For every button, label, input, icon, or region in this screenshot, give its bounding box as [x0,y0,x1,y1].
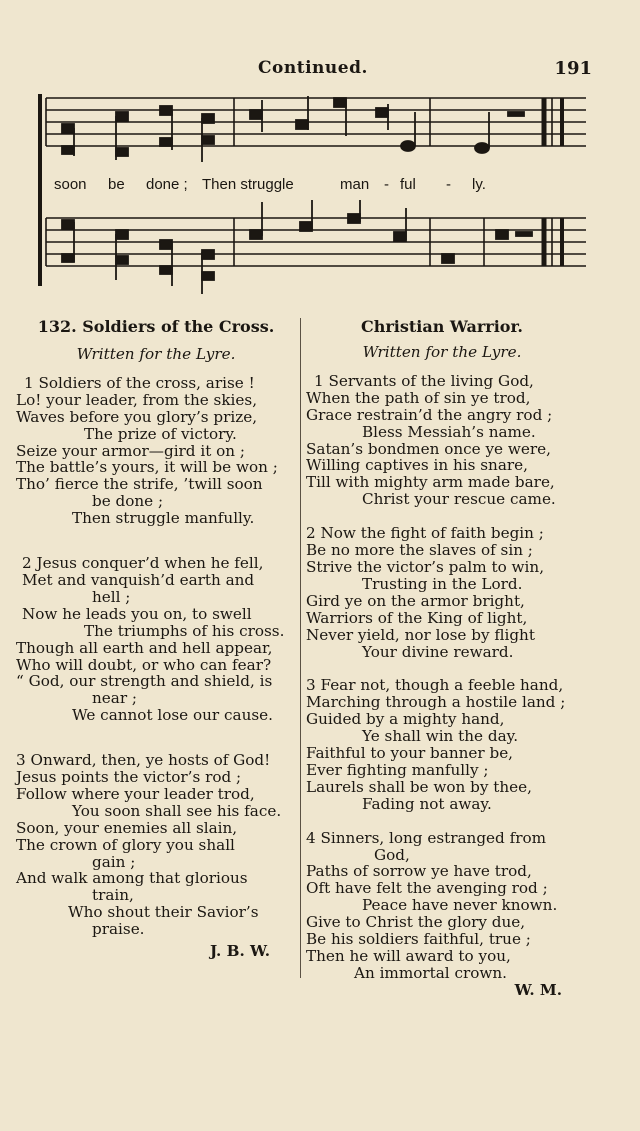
verse-line: An immortal crown. [354,963,508,982]
lyric-syllable: soon [54,176,87,193]
verse-line: Grace restrain’d the angry rod ; [306,405,553,424]
lyric-syllable: man [340,176,370,193]
verse-line: Never yield, nor lose by flight [306,625,535,644]
verse-line: Laurels shall be won by thee, [306,777,532,796]
verse-line: Warriors of the King of light, [306,608,528,627]
verse-line: Who will doubt, or who can fear? [16,655,272,674]
verse-line: Marching through a hostile land ; [306,693,566,712]
hymn-subtitle: Written for the Lyre. [362,343,522,361]
verse-line: Guided by a mighty hand, [306,710,505,729]
lyric-syllable: Then struggle [202,176,294,193]
verse-line: When the path of sin ye trod, [306,388,531,407]
lyric-syllable: be [108,176,125,193]
verse-line: Soon, your enemies all slain, [16,818,238,837]
verse-line: Who shout their Savior’s [68,903,259,922]
lyric-syllable: done ; [146,176,188,193]
verse-line: The triumphs of his cross. [84,621,285,640]
music-score [38,90,590,300]
verse-line: “ God, our strength and shield, is [16,672,273,691]
verse-line: 2 Now the fight of faith begin ; [306,524,544,543]
column-divider [300,318,301,978]
stanza-1 [306,373,578,508]
verse-line: hell ; [92,587,131,606]
verse-line: gain ; [92,852,136,871]
verse-line: Paths of sorrow ye have trod, [306,862,532,881]
hymn-subtitle: Written for the Lyre. [76,345,236,363]
verse-line: 3 Fear not, though a feeble hand, [306,676,564,695]
verse-line: Follow where your leader trod, [16,784,255,803]
verse-line: Oft have felt the avenging rod ; [306,879,548,898]
verse-line: 2 Jesus conquer’d when he fell, [22,554,264,573]
hymn-title: Christian Warrior. [360,317,523,336]
verse-line: 4 Sinners, long estranged from [306,828,547,847]
verse-line: Then struggle manfully. [72,509,255,528]
verse-line: Your divine reward. [362,642,514,661]
verse-line: Then he will award to you, [306,947,511,965]
verse-line: Be his soldiers faithful, true ; [306,930,531,949]
verse-line: Ever fighting manfully ; [306,760,489,779]
stanza-2 [16,555,296,724]
verse-line: Christ your rescue came. [362,490,556,509]
running-title: Continued. [258,58,368,78]
hymn-left [16,318,296,960]
stanza-1 [16,375,296,527]
lyric-syllable: ly. [472,176,486,193]
verse-line: And walk among that glorious [16,869,248,888]
verse-line: Be no more the slaves of sin ; [306,541,533,560]
verse-line: Though all earth and hell appear, [16,638,273,657]
verse-line: Faithful to your banner be, [306,744,514,763]
verse-line: Willing captives in his snare, [306,456,528,475]
stanza-3 [16,752,296,938]
running-head [0,58,640,82]
verse-line: We cannot lose our cause. [72,706,273,725]
hymn-right [306,318,578,999]
verse-line: 3 Onward, then, ye hosts of God! [16,751,271,770]
verse-line: Give to Christ the glory due, [306,913,526,932]
verse-line: The prize of victory. [84,424,237,443]
notes-top [62,96,524,162]
staff-top [46,98,586,146]
hymn-title: 132. Soldiers of the Cross. [37,317,275,336]
verse-line: The crown of glory you shall [16,835,235,854]
verse-line: Tho’ fierce the strife, ’twill soon [16,475,263,494]
verse-line: Now he leads you on, to swell [22,604,252,623]
verse-line: Met and vanquish’d earth and [22,570,255,589]
verse-line: Satan’s bondmen once ye were, [306,439,551,458]
verse-line: God, [374,845,410,864]
verse-line: Fading not away. [362,794,492,813]
notes-bottom [62,200,532,294]
verse-line: The battle’s yours, it will be won ; [16,458,278,477]
stanza-4 [306,830,578,982]
verse-line: Jesus points the victor’s rod ; [16,768,242,787]
stanza-2 [306,525,578,660]
lyric-syllable: - [384,176,389,193]
verse-line: Till with mighty arm made bare, [306,473,555,492]
verse-line: Trusting in the Lord. [362,574,523,593]
stanza-3 [306,677,578,812]
lyric-syllable: ful [400,176,416,193]
verse-line: near ; [92,689,138,708]
verse-line: Peace have never known. [362,896,558,915]
verse-line: Bless Messiah’s name. [362,422,536,441]
hymn-author: J. B. W. [210,942,270,961]
verse-line: praise. [92,920,145,939]
verse-line: You soon shall see his face. [72,801,282,820]
hymn-author: W. M. [514,980,562,999]
verse-line: Waves before you glory’s prize, [16,407,258,426]
verse-line: 1 Servants of the living God, [314,371,534,390]
verse-line: Strive the victor’s palm to win, [306,557,545,576]
verse-line: train, [92,886,134,905]
verse-line: Gird ye on the armor bright, [306,591,525,610]
verse-line: Seize your armor—gird it on ; [16,441,246,460]
verse-line: 1 Soldiers of the cross, arise ! [24,373,255,392]
page-number: 191 [554,58,592,79]
verse-line: Lo! your leader, from the skies, [16,390,258,409]
lyric-syllable: - [446,176,451,193]
verse-line: be done ; [92,492,164,511]
verse-line: Ye shall win the day. [362,727,519,746]
